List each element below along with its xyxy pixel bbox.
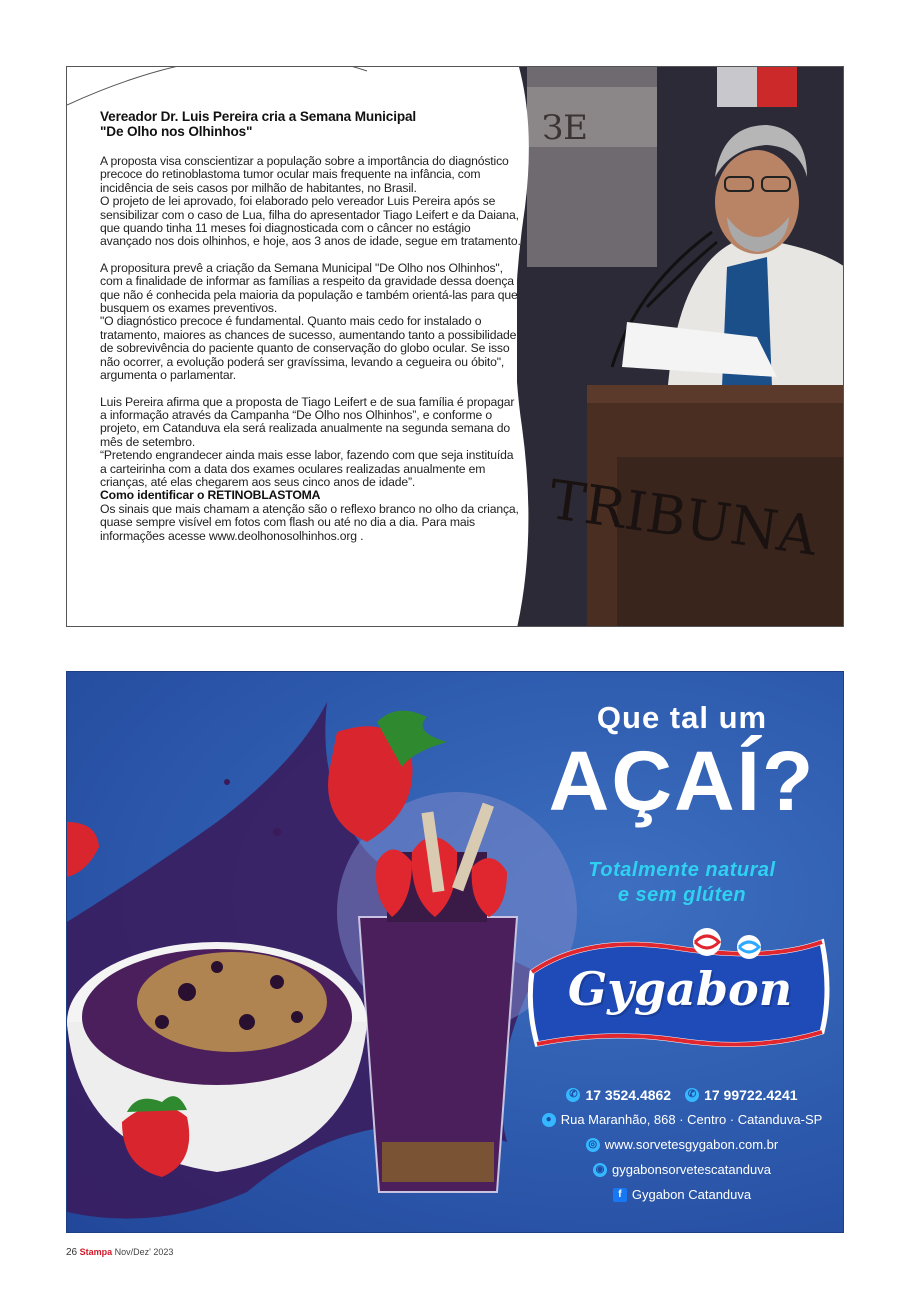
globe-icon: ◎ [586, 1138, 600, 1152]
instagram-handle[interactable]: gygabonsorvetescatanduva [611, 1162, 771, 1177]
article-paragraph-5: Luis Pereira afirma que a proposta de Tiago Leifert e de sua família é propagar a informação através da Campanha “De Olho nos Olhinhos”, e conforme o projeto, em Catanduva ela será realizada anualmente na segunda semana do mês de setembro. [100, 394, 515, 449]
article-paragraph-6: “Pretendo engrandecer ainda mais esse labor, fazendo com que seja instituída a carteirinha com a data dos exames oculares realizadas anualmente em crianças, até elas chegarem aos seus cinco anos de idade”. [100, 448, 514, 489]
contact-block [537, 1082, 827, 1207]
article-paragraph-2: O projeto de lei aprovado, foi elaborado pelo vereador Luis Pereira após se sensibilizar com o caso de Lua, filha do apresentador Tiago Leifert e da Daiana, que quando tinha 11 meses foi diagnosticada com o câncer no estágio avançado nos dois olhinhos, e hoje, aos 3 anos de idade, segue em tratamento. [100, 194, 521, 249]
website-link[interactable]: www.sorvetesgygabon.com.br [604, 1137, 779, 1152]
article-box [66, 66, 844, 627]
acai-advertisement [66, 671, 844, 1233]
article-title-line2: "De Olho nos Olhinhos" [100, 124, 253, 139]
phone-icon: ✆ [566, 1088, 580, 1102]
issue-date: Nov/Dez' 2023 [114, 1247, 174, 1257]
ad-headline [547, 700, 817, 828]
headline-small: Que tal um [596, 700, 768, 735]
article-paragraph-1: A proposta visa conscientizar a população sobre a importância do diagnóstico precoce do retinoblastoma tumor ocular mais frequente na infância, com incidência de seis casos por milhão de habitantes, no Brasil. [100, 154, 509, 195]
instagram-icon: ◉ [593, 1163, 607, 1177]
whatsapp-icon: ✆ [685, 1088, 699, 1102]
instagram-row [537, 1157, 827, 1182]
article-title [100, 109, 522, 139]
headline-big: AÇAÍ? [548, 734, 816, 828]
article-text [100, 109, 522, 543]
page-footer [66, 1247, 173, 1258]
page-number: 26 [66, 1247, 78, 1258]
facebook-page[interactable]: Gygabon Catanduva [631, 1187, 752, 1202]
facebook-row [537, 1182, 827, 1207]
gygabon-logo [530, 934, 830, 1054]
address-row [537, 1107, 827, 1132]
tagline-line2: e sem glúten [617, 884, 747, 906]
magazine-brand: Stampa [79, 1247, 113, 1257]
phone-row [537, 1082, 827, 1107]
website-row [537, 1132, 827, 1157]
article-title-line1: Vereador Dr. Luis Pereira cria a Semana Municipal [100, 109, 417, 124]
article-subheading: Como identificar o RETINOBLASTOMA [100, 488, 321, 503]
svg-text:ЗЕ: ЗЕ [542, 108, 589, 148]
tagline-line1: Totalmente natural [588, 859, 776, 881]
article-paragraph-3: A propositura prevê a criação da Semana Municipal "De Olho nos Olhinhos", com a finalidade de informar as famílias a respeito da gravidade dessa doença que não é conhecida pela maioria da população e também orientá-las para que busquem os exames preventivos. [100, 260, 518, 316]
location-pin-icon: ● [542, 1113, 556, 1127]
article-closing: Os sinais que mais chamam a atenção são o reflexo branco no olho da criança, quase sempre visível em fotos com flash ou até no dia a dia. Para mais informações acesse www.deolhonosolhinhos.org . [100, 501, 519, 543]
tribuna-sign: TRIBUNA [545, 467, 821, 568]
phone-number[interactable]: 17 3524.4862 [585, 1086, 672, 1103]
logo-text: Gygabon [567, 962, 793, 1016]
whatsapp-number[interactable]: 17 99722.4241 [704, 1086, 798, 1103]
address-text: Rua Maranhão, 868 · Centro · Catanduva-SP [560, 1112, 823, 1127]
ad-tagline [547, 858, 817, 908]
article-paragraph-4: "O diagnóstico precoce é fundamental. Quanto mais cedo for instalado o tratamento, maiores as chances de sucesso, aumentando tanto a possibilidade de sobrevivência do paciente quanto de conservação do globo ocular. Se isso não ocorrer, a evolução poderá ser gravíssima, levando a cegueira ou óbito", argumenta o parlamentar. [100, 314, 517, 383]
facebook-icon: f [613, 1188, 627, 1202]
